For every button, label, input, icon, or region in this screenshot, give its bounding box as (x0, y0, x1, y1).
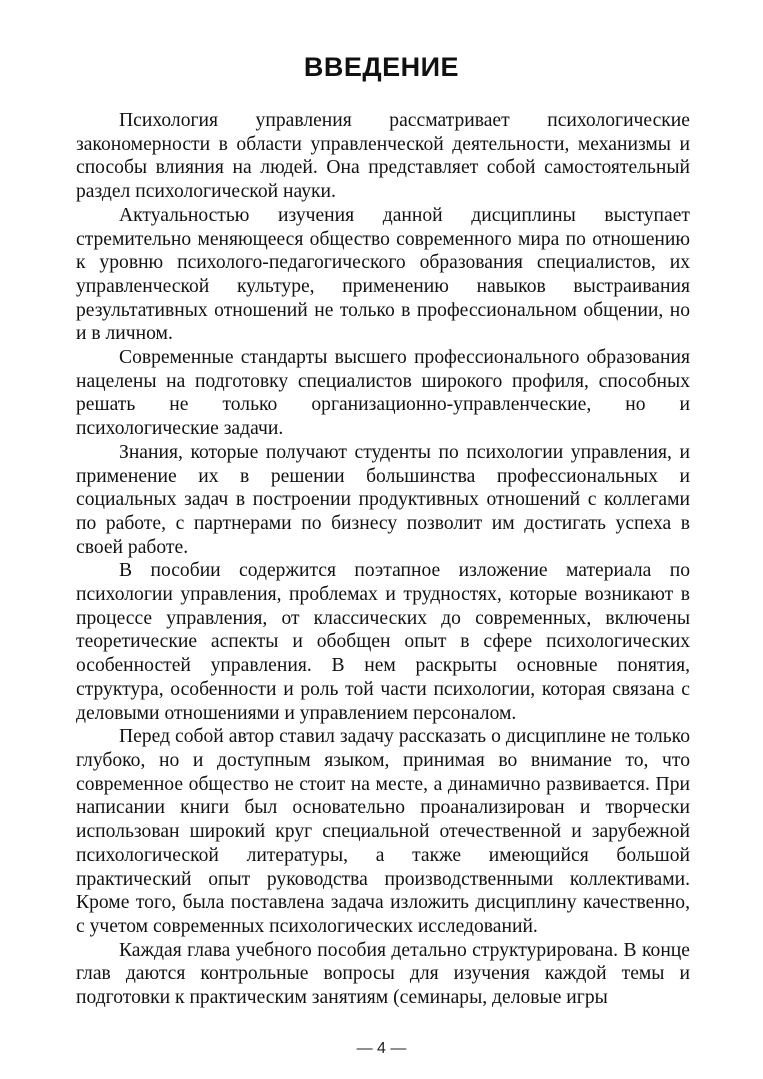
paragraph: Знания, которые получают студенты по психологии управления, и применение их в решении большинства профессиональных и социальных задач в построении продуктивных отношений с коллегами по работе, с партнерами по бизнесу позволит им достигать успеха в своей работе. (76, 441, 690, 558)
paragraph: Психология управления рассматривает психологические закономерности в области управленческой деятельности, механизмы и способы влияния на людей. Она представляет собой самостоятельный раздел психологической науки. (76, 110, 690, 203)
paragraph: Современные стандарты высшего профессионального образования нацелены на подготовку специалистов широкого профиля, способных решать не только организационно-управленческие, но и психологические задачи. (76, 347, 690, 440)
paragraph: Каждая глава учебного пособия детально структурирована. В конце глав даются контрольные вопросы для изучения каждой темы и подготовки к практическим занятиям (семинары, деловые игры (76, 939, 690, 1009)
paragraph: В пособии содержится поэтапное изложение материала по психологии управления, проблемах и трудностях, которые возникают в процессе управления, от классических до современных, включены теоретические аспекты и обобщен опыт в сфере психологических особенностей управления. В нем раскрыты основные понятия, структура, особенности и роль той части психологии, которая связана с деловыми отношениями и управлением персоналом. (76, 560, 690, 724)
paragraph: Перед собой автор ставил задачу рассказать о дисциплине не только глубоко, но и доступным языком, принимая во внимание то, что современное общество не стоит на месте, а динамично развивается. При написании книги был основательно проанализирован и творчески использован широкий круг специальной отечественной и зарубежной психологической литературы, а также имеющийся большой практический опыт руководства производственными коллективами. Кроме того, была поставлена задача изложить дисциплину качественно, с учетом современных психологических исследований. (76, 726, 690, 937)
paragraph: Актуальностью изучения данной дисциплины выступает стремительно меняющееся общество современного мира по отношению к уровню психолого-педагогического образования специалистов, их управленческой культуре, применению навыков выстраивания результативных отношений не только в профессиональном общении, но и в личном. (76, 204, 690, 345)
page-number: — 4 — (356, 1040, 407, 1057)
page-title: ВВЕДЕНИЕ (303, 52, 460, 82)
body-text (76, 109, 690, 1010)
